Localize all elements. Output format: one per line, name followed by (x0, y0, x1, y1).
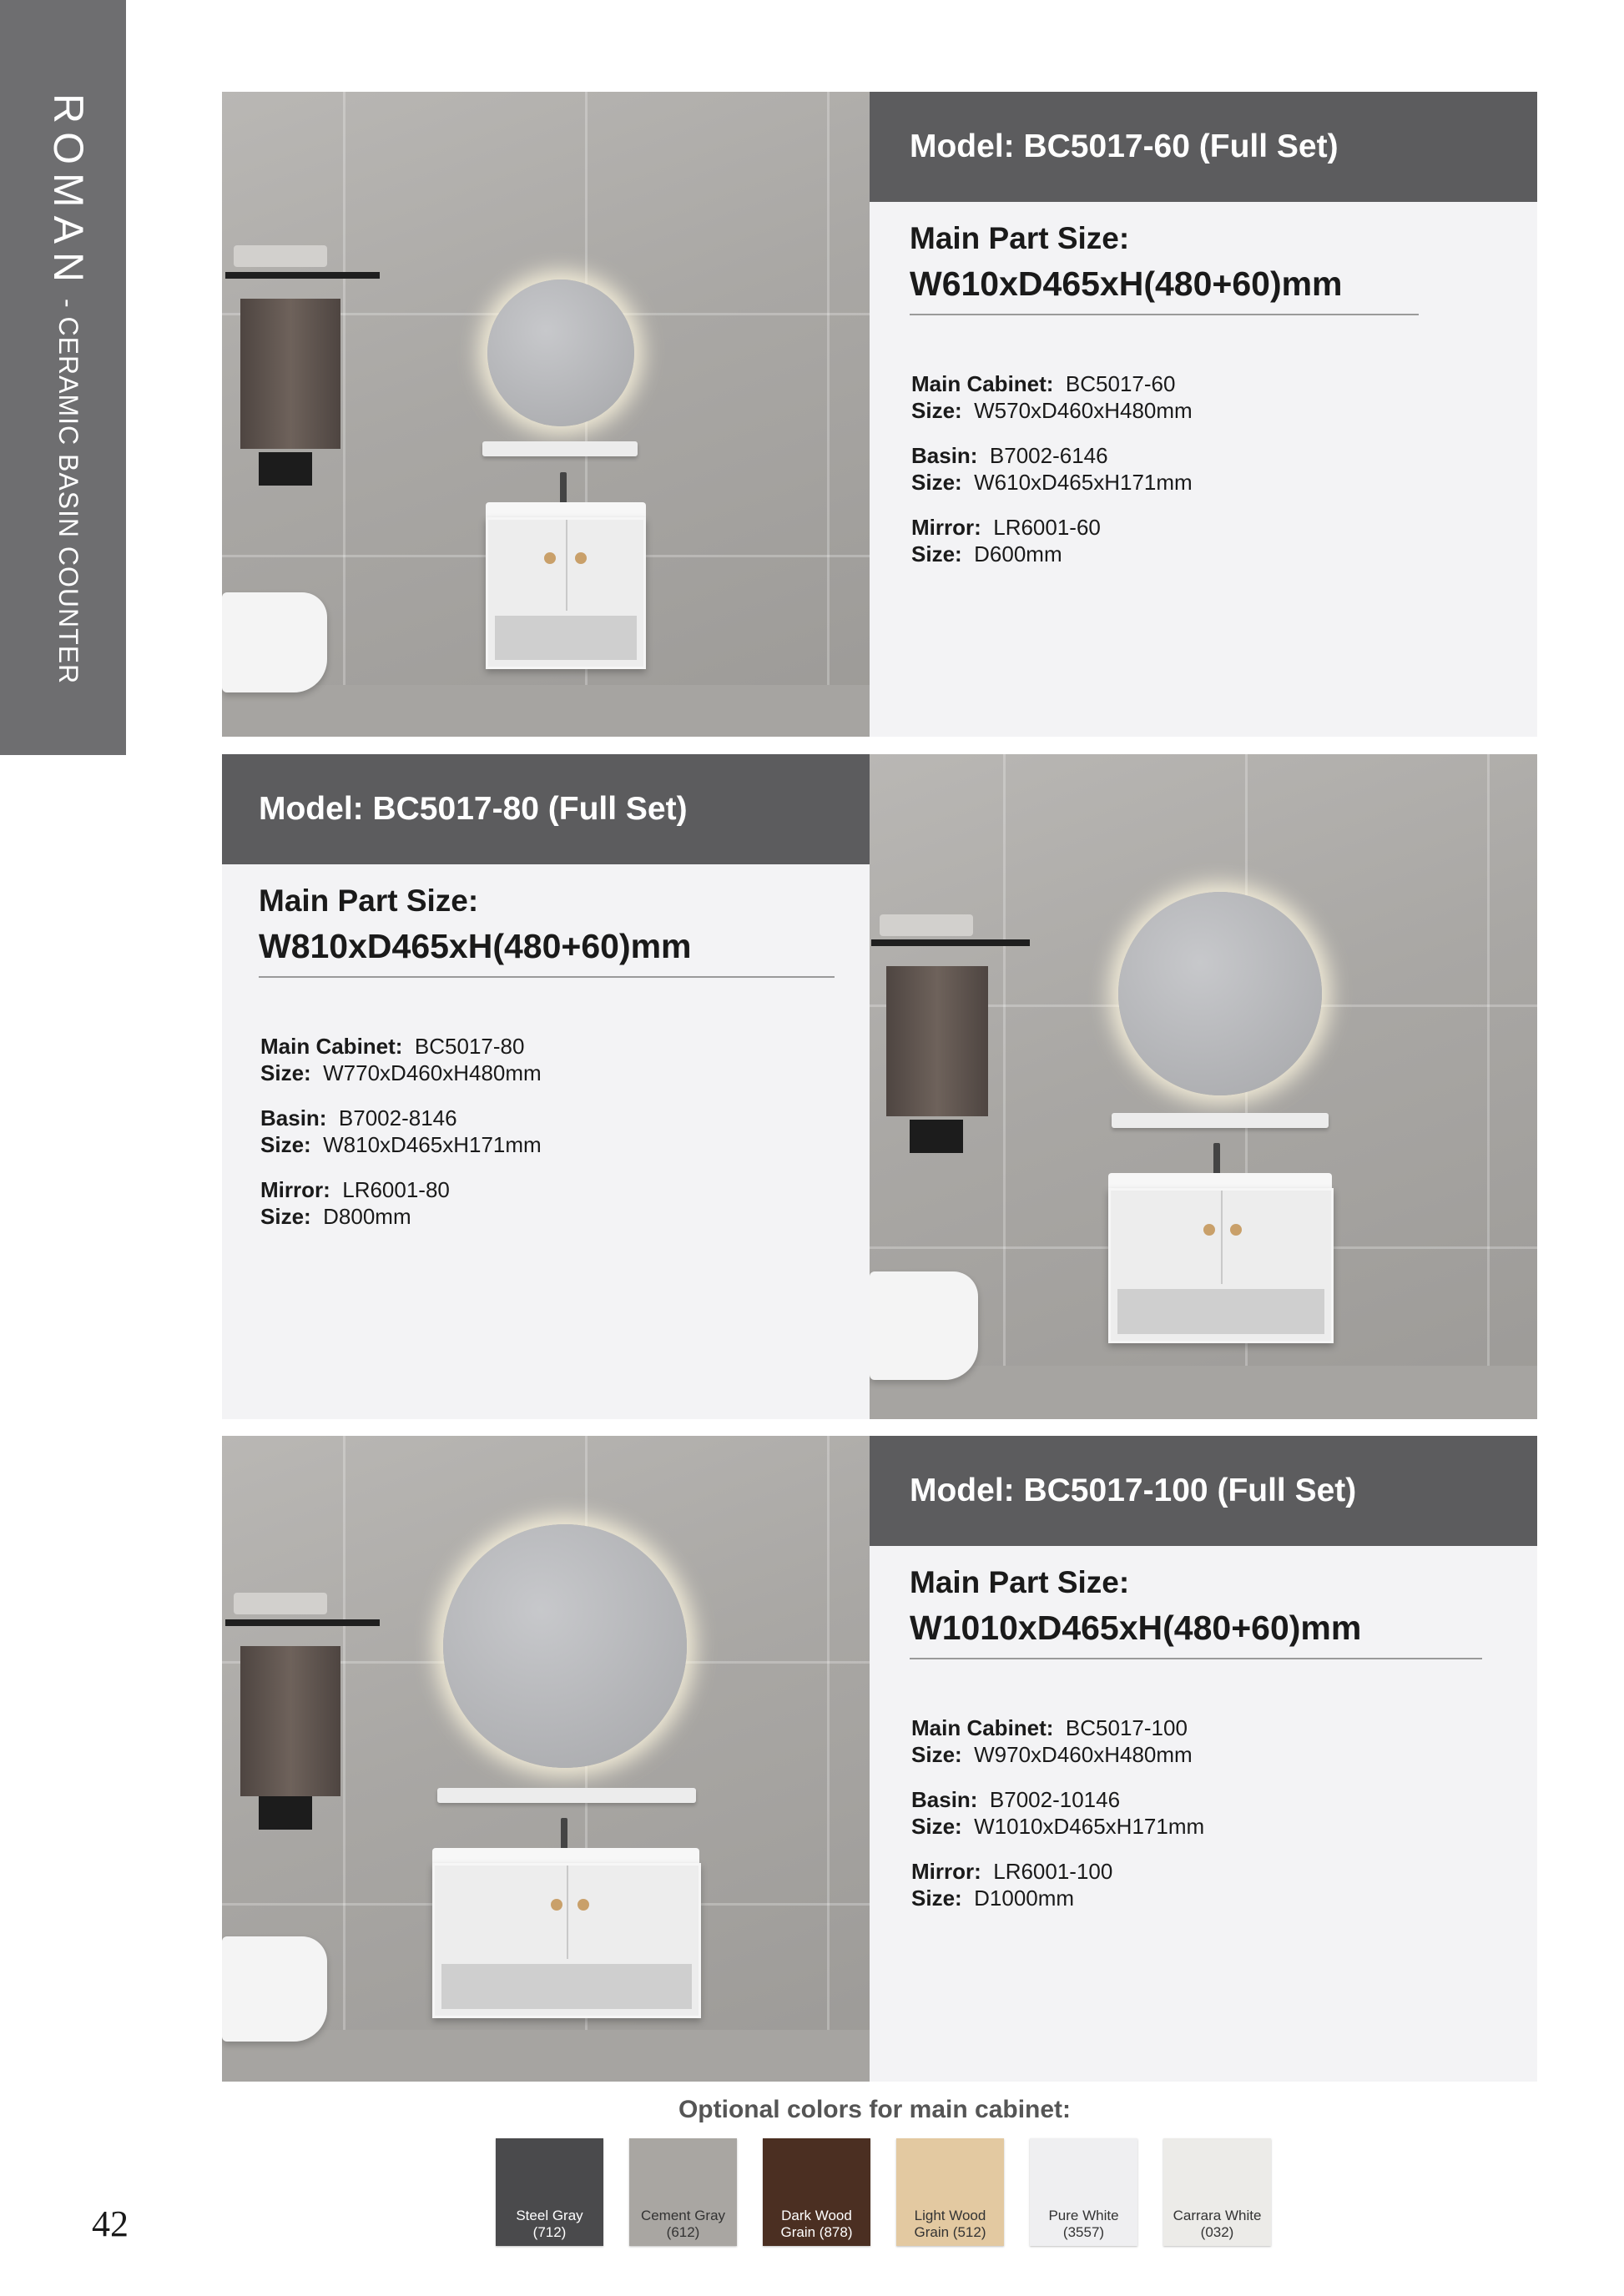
product-block-bc5017-80 (222, 754, 1537, 1419)
brand-separator: - (53, 290, 83, 317)
swatch-name: Carrara White (1173, 2208, 1262, 2223)
spec-label: Size: (911, 398, 962, 423)
basin-size: W610xD465xH171mm (974, 470, 1193, 495)
color-swatches (496, 2138, 1271, 2246)
spec-label: Basin: (260, 1105, 327, 1130)
mirror-size: D1000mm (974, 1886, 1075, 1911)
basin-model: B7002-6146 (989, 443, 1108, 468)
product-info-bc5017-80 (222, 754, 870, 1419)
main-part-size-value: W1010xD465xH(480+60)mm (910, 1609, 1362, 1647)
product-info-bc5017-100 (870, 1436, 1537, 2082)
spec-label: Size: (911, 1886, 962, 1911)
swatch-name: Pure White (1048, 2208, 1119, 2223)
page-number: 42 (92, 2203, 129, 2244)
divider (910, 1658, 1482, 1659)
main-cabinet-model: BC5017-60 (1065, 371, 1176, 396)
spec-label: Main Cabinet: (911, 371, 1054, 396)
side-tab-title (33, 93, 93, 728)
swatch-code: (3557) (1062, 2224, 1105, 2240)
round-mirror-image (1118, 892, 1322, 1095)
product-block-bc5017-100 (222, 1436, 1537, 2082)
main-part-size (910, 1561, 1537, 1651)
swatch-code: Grain (512) (914, 2224, 986, 2240)
divider (910, 314, 1419, 315)
swatch-label (1048, 2208, 1118, 2241)
swatch-dark-wood-grain (763, 2138, 870, 2246)
main-part-size-label: Main Part Size: (259, 884, 479, 918)
main-part-size (259, 879, 870, 969)
divider (259, 976, 835, 978)
model-title: Model: BC5017-60 (Full Set) (870, 92, 1537, 202)
spec-label: Size: (911, 1742, 962, 1767)
mirror-size: D800mm (323, 1204, 411, 1229)
model-title: Model: BC5017-100 (Full Set) (870, 1436, 1537, 1546)
main-part-size-value: W610xD465xH(480+60)mm (910, 264, 1343, 303)
spec-label: Size: (911, 541, 962, 566)
swatch-name: Light Wood (914, 2208, 986, 2223)
main-cabinet-size: W770xD460xH480mm (323, 1060, 542, 1085)
swatch-light-wood-grain (896, 2138, 1004, 2246)
product-photo-bc5017-60 (222, 92, 870, 737)
spec-label: Main Cabinet: (911, 1715, 1054, 1740)
toilet-image (222, 1936, 327, 2042)
spec-list (911, 370, 1537, 567)
product-info-bc5017-60 (870, 92, 1537, 737)
swatch-label (516, 2208, 583, 2241)
main-cabinet-size: W970xD460xH480mm (974, 1742, 1193, 1767)
main-part-size-label: Main Part Size: (910, 1565, 1130, 1599)
spec-label: Size: (260, 1060, 311, 1085)
swatch-code: Grain (878) (780, 2224, 853, 2240)
swatch-name: Dark Wood (781, 2208, 852, 2223)
vanity-cabinet-image (486, 517, 646, 669)
main-cabinet-size: W570xD460xH480mm (974, 398, 1193, 423)
round-mirror-image (443, 1524, 687, 1768)
spec-label: Size: (260, 1204, 311, 1229)
main-part-size-label: Main Part Size: (910, 221, 1130, 255)
brand-name: ROMAN (45, 93, 92, 291)
main-part-size-value: W810xD465xH(480+60)mm (259, 927, 692, 965)
main-part-size (910, 217, 1537, 307)
toilet-image (222, 592, 327, 692)
swatch-label (641, 2208, 725, 2241)
mirror-size: D600mm (974, 541, 1062, 566)
spec-label: Basin: (911, 443, 978, 468)
model-title: Model: BC5017-80 (Full Set) (222, 754, 870, 864)
spec-label: Size: (260, 1132, 311, 1157)
product-photo-bc5017-100 (222, 1436, 870, 2082)
swatch-label (781, 2208, 853, 2241)
swatch-code: (612) (666, 2224, 700, 2240)
mirror-model: LR6001-100 (993, 1859, 1113, 1884)
swatch-carrara-white (1163, 2138, 1271, 2246)
colors-title: Optional colors for main cabinet: (678, 2096, 1072, 2123)
swatch-name: Steel Gray (516, 2208, 583, 2223)
swatch-cement-gray (629, 2138, 737, 2246)
spec-label: Size: (911, 1814, 962, 1839)
swatch-code: (032) (1200, 2224, 1234, 2240)
main-cabinet-model: BC5017-100 (1065, 1715, 1188, 1740)
swatch-name: Cement Gray (640, 2208, 726, 2223)
vanity-cabinet-image (432, 1863, 701, 2018)
product-block-bc5017-60 (222, 92, 1537, 737)
side-tab (0, 0, 126, 755)
spec-label: Basin: (911, 1787, 978, 1812)
spec-label: Mirror: (260, 1177, 330, 1202)
spec-label: Mirror: (911, 515, 981, 540)
basin-size: W810xD465xH171mm (323, 1132, 542, 1157)
swatch-code: (712) (532, 2224, 567, 2240)
main-cabinet-model: BC5017-80 (414, 1034, 525, 1059)
basin-size: W1010xD465xH171mm (974, 1814, 1205, 1839)
vanity-cabinet-image (1108, 1188, 1334, 1343)
swatch-label (915, 2208, 986, 2241)
round-mirror-image (487, 279, 634, 426)
category-title: CERAMIC BASIN COUNTER (53, 316, 83, 685)
product-photo-bc5017-80 (870, 754, 1537, 1419)
mirror-model: LR6001-80 (342, 1177, 450, 1202)
spec-label: Mirror: (911, 1859, 981, 1884)
toilet-image (870, 1271, 978, 1380)
swatch-steel-gray (496, 2138, 603, 2246)
swatch-pure-white (1030, 2138, 1137, 2246)
spec-label: Main Cabinet: (260, 1034, 403, 1059)
swatch-label (1173, 2208, 1262, 2241)
basin-model: B7002-8146 (338, 1105, 457, 1130)
basin-model: B7002-10146 (989, 1787, 1121, 1812)
spec-list (911, 1714, 1537, 1911)
spec-list (260, 1033, 870, 1230)
mirror-model: LR6001-60 (993, 515, 1101, 540)
spec-label: Size: (911, 470, 962, 495)
